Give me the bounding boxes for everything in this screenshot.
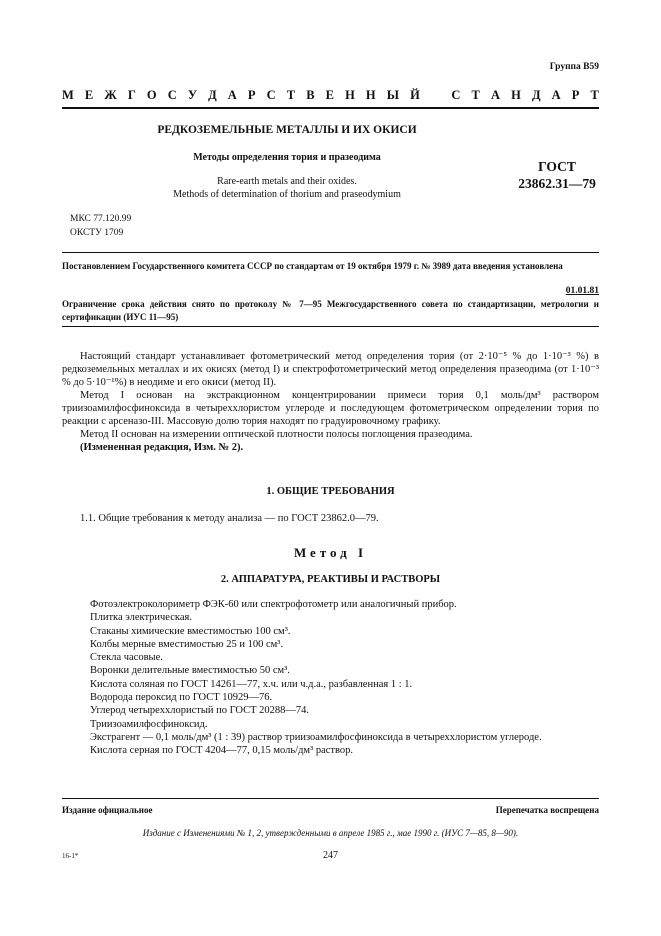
heading-letter: Р [571, 88, 580, 102]
heading-letter: О [146, 88, 157, 102]
interstate-standard-heading [62, 88, 599, 103]
intro-paragraph-2: Метод I основан на экстракционном концентрировании примеси тория 0,1 моль/дм³ раствором триизоамилфосфиноксида в четыреххлористом углероде и последующем фотометрическом определении тория по реакции с арсеназо-III. Массовую долю тория находят по градуировочному графику. [62, 390, 599, 427]
heading-letter: Т [286, 88, 296, 102]
heading-letter: Ы [386, 88, 400, 102]
introduction-date: 01.01.81 [565, 286, 599, 296]
heading-letter: Д [208, 88, 217, 102]
gost-label: ГОСТ [538, 159, 576, 174]
group-code: Группа В59 [549, 62, 599, 72]
decree-note: Постановлением Государственного комитета СССР по стандартам от 19 октября 1979 г. № 3989 дата введения установлена [62, 261, 563, 271]
header-rule [62, 107, 599, 109]
heading-letter [431, 88, 440, 103]
limitation-note: Ограничение срока действия снято по протоколу № 7—95 Межгосударственного совета по стандартизации, метрологии и сертификации (ИУС 11—95) [62, 299, 599, 322]
heading-letter: Й [410, 88, 420, 102]
heading-letter: Н [511, 88, 521, 102]
list-item: Углерод четыреххлористый по ГОСТ 20288—74. [90, 705, 310, 717]
apparatus-list [62, 598, 599, 758]
classification-codes [70, 212, 131, 240]
method-heading: Метод I [293, 545, 368, 560]
footer-rule [62, 798, 599, 799]
section-1-heading: 1. ОБЩИЕ ТРЕБОВАНИЯ [266, 486, 395, 497]
heading-letter: А [551, 88, 561, 102]
list-item: Стекла часовые. [90, 652, 163, 664]
heading-letter: Е [325, 88, 334, 102]
heading-letter: М [62, 88, 74, 102]
english-title-line2: Methods of determination of thorium and praseodymium [173, 189, 401, 200]
heading-letter: А [227, 88, 237, 102]
gost-designation [512, 158, 602, 192]
section-1-body [62, 512, 599, 525]
heading-letter: Т [471, 88, 480, 102]
okstu-code: ОКСТУ 1709 [70, 228, 124, 238]
reprint-prohibited-label: Перепечатка воспрещена [495, 805, 599, 815]
list-item: Экстрагент — 0,1 моль/дм³ (1 : 39) раствор триизоамилфосфиноксида в четыреххлористом углероде. [90, 731, 542, 743]
heading-letter: А [490, 88, 501, 102]
document-title: РЕДКОЗЕМЕЛЬНЫЕ МЕТАЛЛЫ И ИХ ОКИСИ [157, 124, 417, 136]
heading-letter: У [187, 88, 197, 102]
mks-code: МКС 77.120.99 [70, 214, 132, 224]
heading-letter: Н [345, 88, 355, 102]
list-item: Колбы мерные вместимостью 25 и 100 см³. [90, 638, 284, 650]
heading-letter: С [266, 88, 276, 102]
document-subtitle: Методы определения тория и празеодима [193, 152, 381, 163]
notes-rule-bottom [62, 326, 599, 327]
edition-note: Издание с Изменениями № 1, 2, утвержденными в апреле 1985 г., мае 1990 г. (ИУС 7—85, 8—90). [142, 828, 519, 838]
list-item: Стаканы химические вместимостью 100 см³. [90, 625, 291, 637]
section-2-heading: 2. АППАРАТУРА, РЕАКТИВЫ И РАСТВОРЫ [220, 574, 441, 585]
list-item: Кислота серная по ГОСТ 4204—77, 0,15 моль/дм³ раствор. [90, 745, 354, 757]
heading-letter: С [167, 88, 177, 102]
notes-rule [62, 252, 599, 253]
heading-letter: Д [531, 88, 541, 102]
english-title-line1: Rare-earth metals and their oxides. [217, 176, 357, 187]
list-item: Триизоамилфосфиноксид. [90, 718, 208, 730]
revision-note: (Измененная редакция, Изм. № 2). [80, 442, 244, 453]
heading-letter: Р [247, 88, 256, 102]
heading-letter: Т [590, 88, 599, 102]
heading-letter: С [451, 88, 461, 102]
heading-letter: Е [84, 88, 94, 102]
page-number: 247 [323, 850, 338, 861]
section-1-item-1: 1.1. Общие требования к методу анализа — по ГОСТ 23862.0—79. [80, 513, 379, 524]
list-item: Воронки делительные вместимостью 50 см³. [90, 665, 290, 677]
gost-number: 23862.31—79 [518, 176, 596, 191]
heading-letter: Г [127, 88, 136, 102]
list-item: Водорода пероксид по ГОСТ 10929—76. [90, 692, 273, 704]
list-item: Плитка электрическая. [90, 612, 192, 624]
heading-letter: Ж [104, 88, 117, 102]
list-item: Кислота соляная по ГОСТ 14261—77, х.ч. или ч.д.а., разбавленная 1 : 1. [90, 678, 413, 690]
intro-paragraph-1: Настоящий стандарт устанавливает фотометрический метод определения тория (от 2·10⁻⁵ % до 1·10⁻³ %) в редкоземельных металлах и их окисях (метод I) и спектрофотометрический метод определения празеодима (от 1·10⁻³ % до 5·10⁻¹%) в неодиме и его окиси (метод II). [62, 351, 599, 388]
heading-letter: Н [365, 88, 376, 102]
official-edition-label: Издание официальное [62, 805, 153, 815]
sheet-mark: 16-1* [62, 852, 79, 860]
heading-letter: В [306, 88, 315, 102]
intro-block [62, 350, 599, 454]
intro-paragraph-3: Метод II основан на измерении оптической плотности полосы поглощения празеодима. [80, 429, 473, 440]
list-item: Фотоэлектроколориметр ФЭК-60 или спектрофотометр или аналогичный прибор. [90, 599, 457, 610]
